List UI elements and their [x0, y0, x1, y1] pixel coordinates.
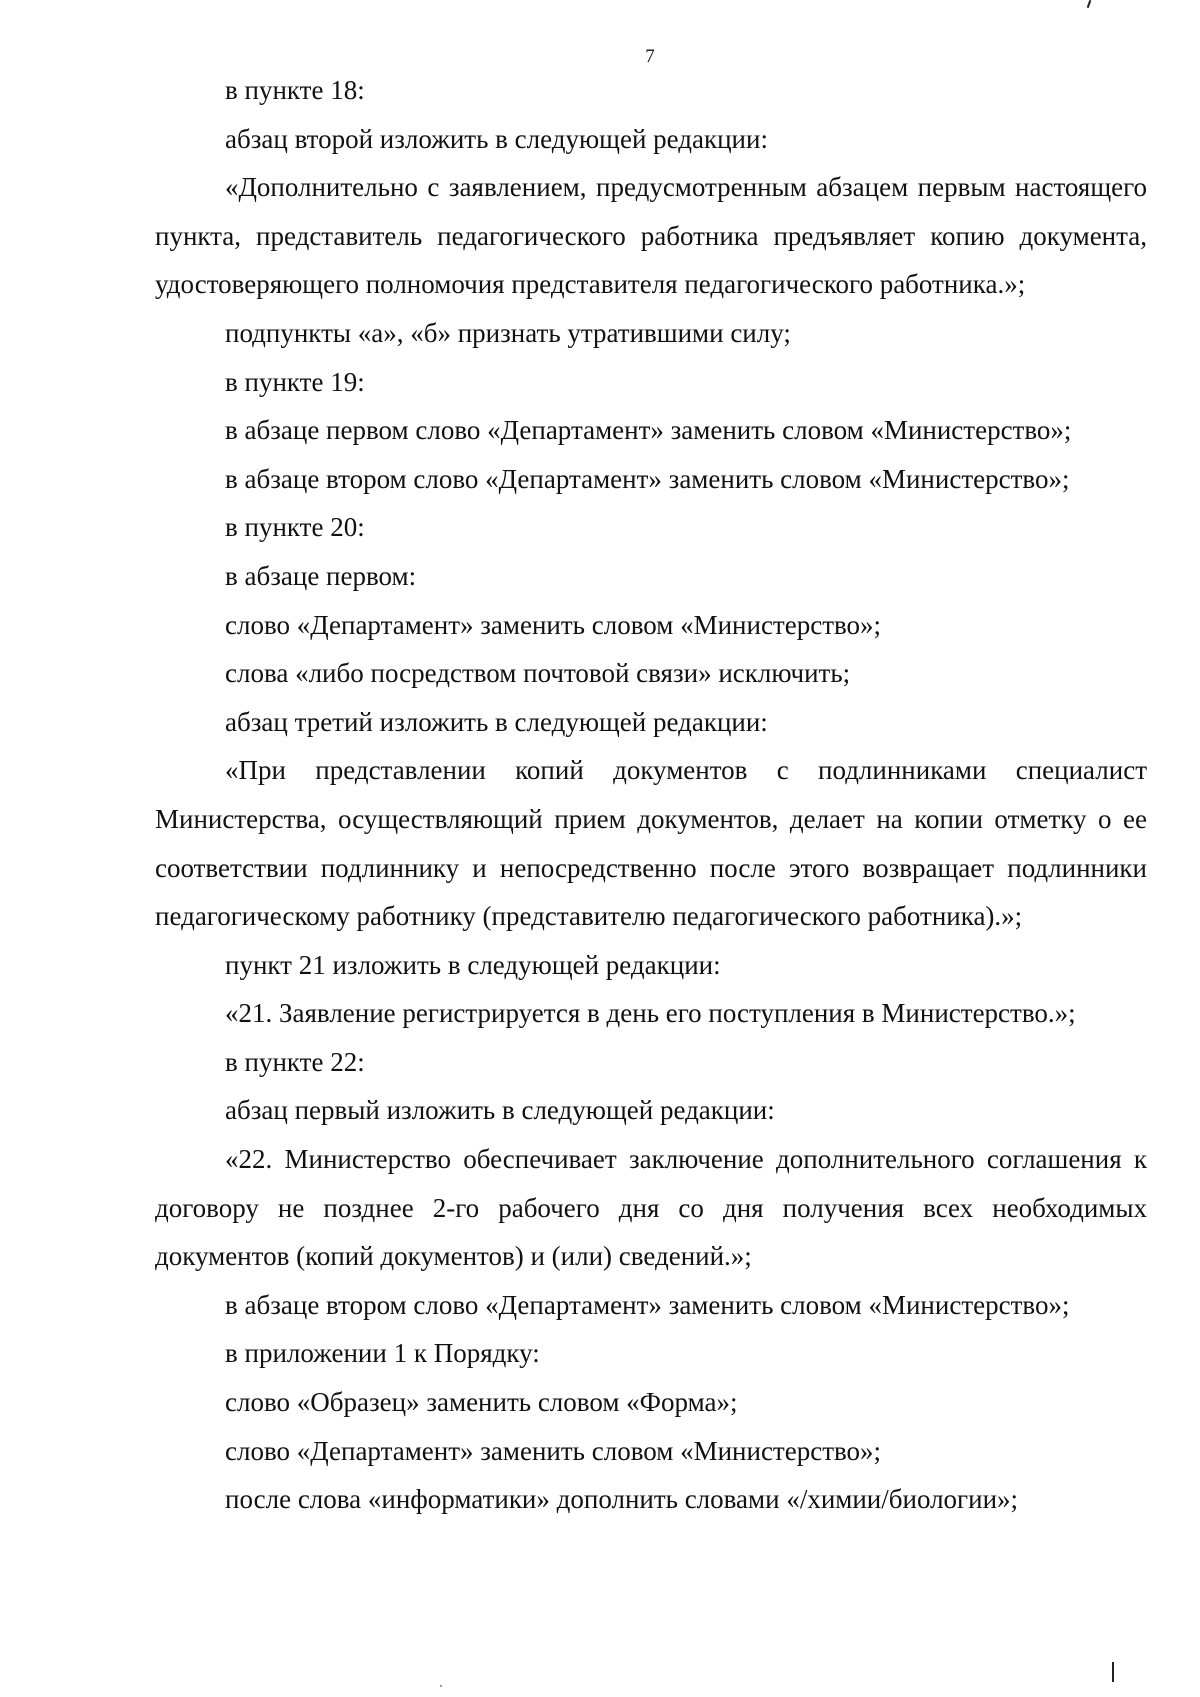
paragraph: подпункты «а», «б» признать утратившими силу;	[225, 317, 791, 348]
paragraph: в пункте 22:	[225, 1046, 365, 1077]
paragraph: в абзаце втором слово «Департамент» заменить словом «Министерство»;	[225, 463, 1070, 494]
paragraph: в пункте 19:	[225, 366, 365, 397]
paragraph: в пункте 20:	[225, 512, 365, 543]
paragraph: слово «Образец» заменить словом «Форма»;	[225, 1387, 738, 1418]
paragraph: абзац третий изложить в следующей редакции:	[225, 706, 768, 737]
scan-speck	[440, 1685, 442, 1687]
paragraph: «При представлении копий документов с подлинниками специалист Министерства, осуществляющий прием документов, делает на копии отметку о ее соответствии подлиннику и непосредственно после этого возвращает подлинники педагогическому работнику (представителю педагогического работника).»;	[155, 755, 1147, 932]
paragraph: слово «Департамент» заменить словом «Министерство»;	[225, 609, 882, 640]
document-body	[155, 66, 1147, 1524]
paragraph: «21. Заявление регистрируется в день его поступления в Министерство.»;	[225, 998, 1076, 1029]
paragraph: «22. Министерство обеспечивает заключение дополнительного соглашения к договору не позднее 2-го рабочего дня со дня получения всех необходимых документов (копий документов) и (или) сведений.»;	[155, 1144, 1147, 1272]
paragraph: в абзаце втором слово «Департамент» заменить словом «Министерство»;	[225, 1289, 1070, 1320]
paragraph: «Дополнительно с заявлением, предусмотренным абзацем первым настоящего пункта, представитель педагогического работника предъявляет копию документа, удостоверяющего полномочия представителя педагогического работника.»;	[155, 172, 1147, 300]
paragraph: абзац второй изложить в следующей редакции:	[225, 123, 768, 154]
paragraph: в пункте 18:	[225, 75, 365, 105]
paragraph: в абзаце первом:	[225, 560, 417, 591]
page-number: 7	[645, 46, 655, 67]
paragraph: пункт 21 изложить в следующей редакции:	[225, 949, 721, 980]
paragraph: абзац первый изложить в следующей редакции:	[225, 1095, 775, 1126]
paragraph: в абзаце первом слово «Департамент» заменить словом «Министерство»;	[225, 415, 1072, 446]
paragraph: слово «Департамент» заменить словом «Министерство»;	[225, 1435, 882, 1466]
scan-mark-bottom	[1112, 1662, 1114, 1682]
paragraph: в приложении 1 к Порядку:	[225, 1338, 540, 1369]
paragraph: слова «либо посредством почтовой связи» исключить;	[225, 658, 851, 689]
scan-mark-top	[1087, 0, 1092, 8]
paragraph: после слова «информатики» дополнить словами «/химии/биологии»;	[225, 1484, 1019, 1515]
